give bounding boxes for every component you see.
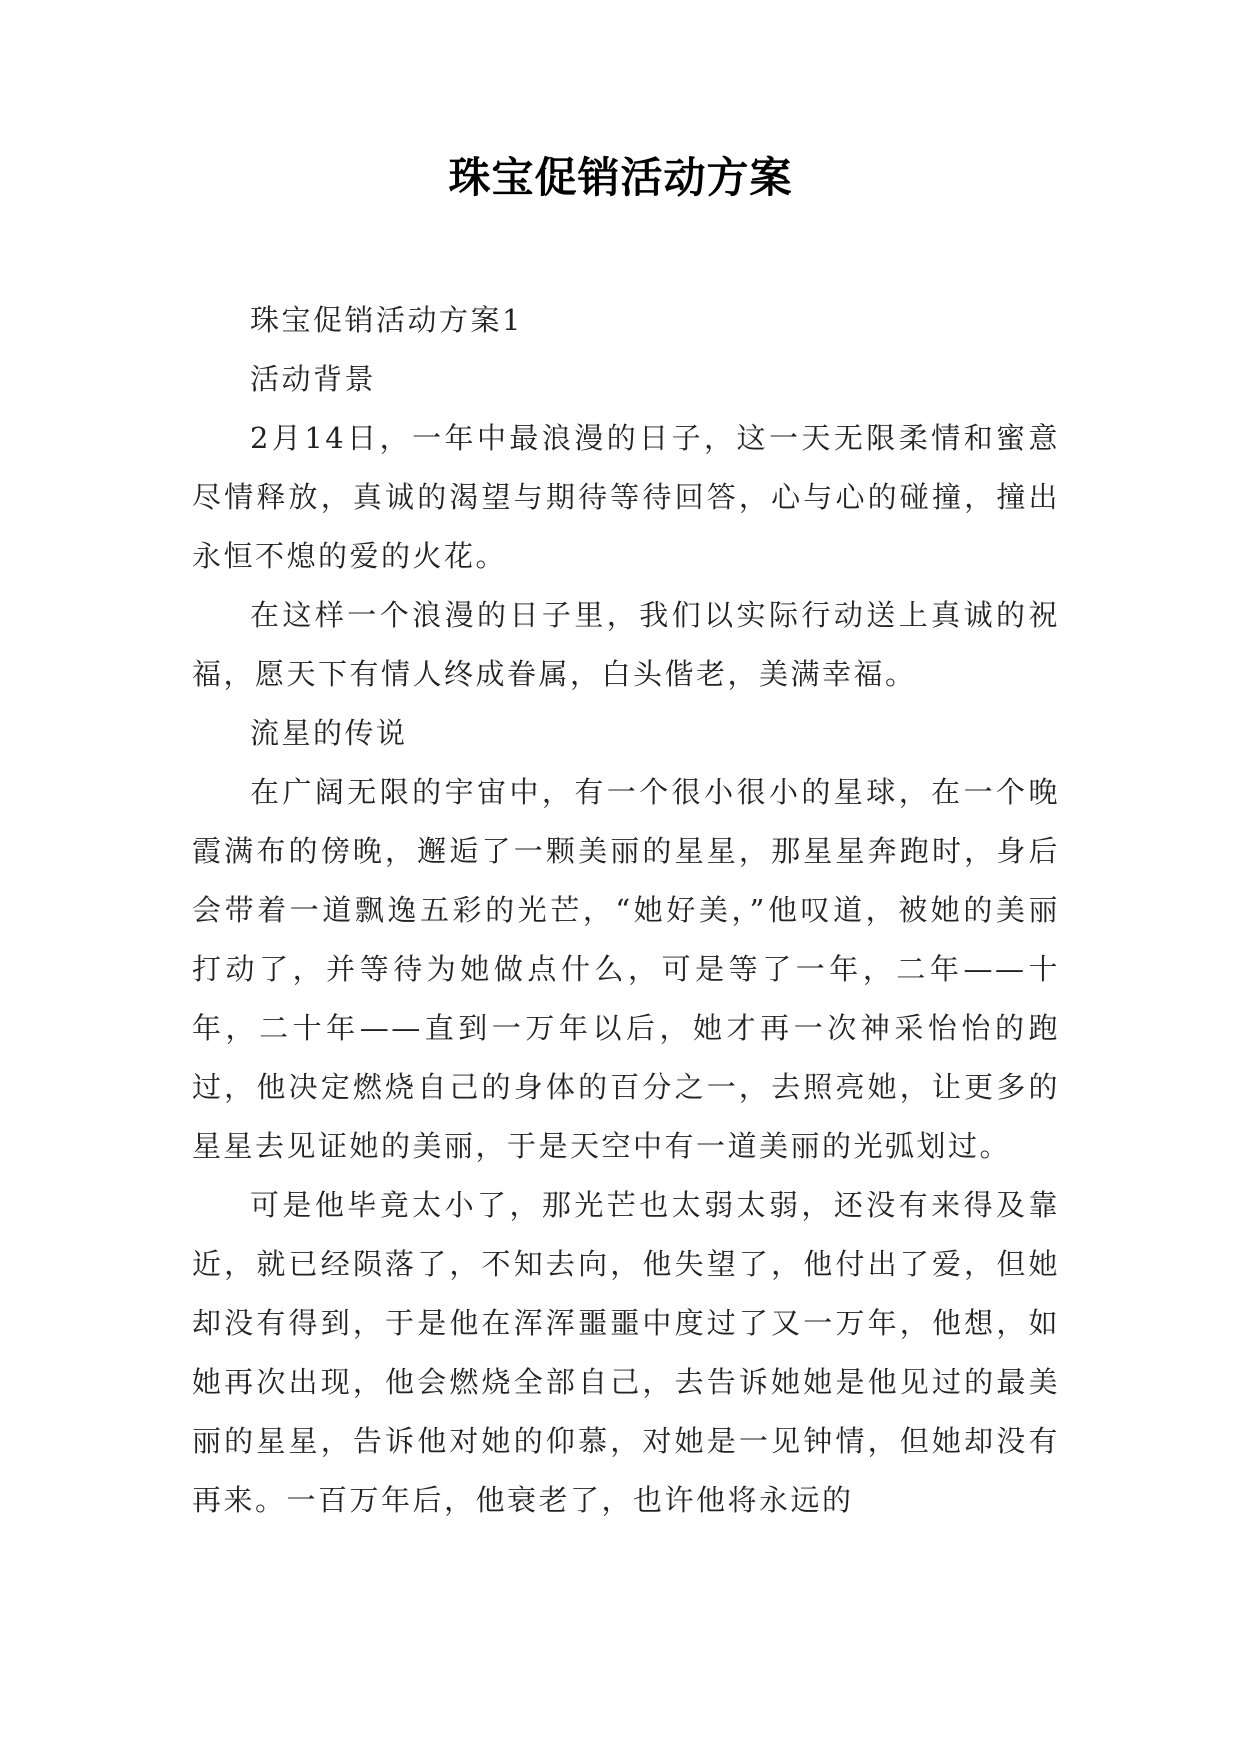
paragraph-section-title: 珠宝促销活动方案1: [250, 303, 523, 337]
paragraph: 在这样一个浪漫的日子里，我们以实际行动送上真诚的祝福，愿天下有情人终成眷属，白头偕老，美满幸福。: [192, 598, 1060, 691]
document-body: [192, 291, 1060, 1530]
paragraph-heading-legend: 流星的传说: [250, 716, 408, 750]
paragraph: 2月14日，一年中最浪漫的日子，这一天无限柔情和蜜意尽情释放，真诚的渴望与期待等待回答，心与心的碰撞，撞出永恒不熄的爱的火花。: [192, 421, 1060, 573]
paragraph: 在广阔无限的宇宙中，有一个很小很小的星球，在一个晚霞满布的傍晚，邂逅了一颗美丽的星星，那星星奔跑时，身后会带着一道飘逸五彩的光芒，“她好美，”他叹道，被她的美丽打动了，并等待为她做点什么，可是等了一年，二年——十年，二十年——直到一万年以后，她才再一次神采怡怡的跑过，他决定燃烧自己的身体的百分之一，去照亮她，让更多的星星去见证她的美丽，于是天空中有一道美丽的光弧划过。: [192, 775, 1060, 1163]
paragraph-heading-background: 活动背景: [250, 362, 377, 396]
paragraph: 可是他毕竟太小了，那光芒也太弱太弱，还没有来得及靠近，就已经陨落了，不知去向，他失望了，他付出了爱，但她却没有得到，于是他在浑浑噩噩中度过了又一万年，他想，如她再次出现，他会燃烧全部自己，去告诉她她是他见过的最美丽的星星，告诉他对她的仰慕，对她是一见钟情，但她却没有再来。一百万年后，他衰老了，也许他将永远的: [192, 1188, 1060, 1517]
document-title: 珠宝促销活动方案: [448, 153, 793, 202]
